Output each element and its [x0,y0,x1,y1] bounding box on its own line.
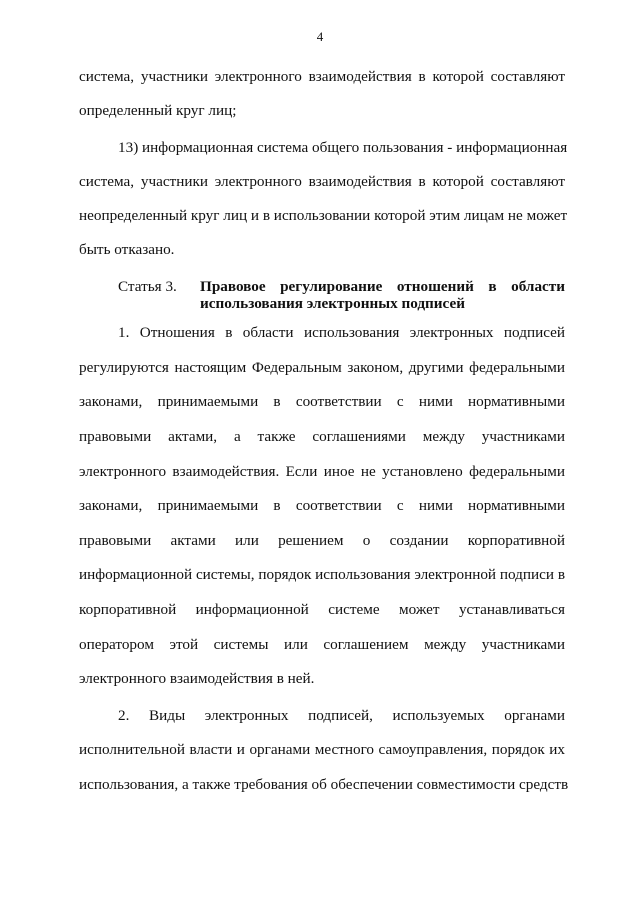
paragraph-1-line: информационной системы, порядок использования электронной подписи в [79,566,565,583]
paragraph-2-line: исполнительной власти и органами местного самоуправления, порядок их [79,741,565,758]
paragraph-2-line: 2. Виды электронных подписей, используемых органами [118,707,565,724]
item-13-line: 13) информационная система общего пользования - информационная [118,139,568,156]
item-13-line: быть отказано. [79,241,175,258]
item-13-line: система, участники электронного взаимодействия в которой составляют [79,173,565,190]
paragraph-1-line: корпоративной информационной системе может устанавливаться [79,601,565,618]
paragraph-1-line: электронного взаимодействия. Если иное не установлено федеральными [79,463,565,480]
paragraph-1-line: регулируются настоящим Федеральным законом, другими федеральными [79,359,565,376]
item-13-line: неопределенный круг лиц и в использовании которой этим лицам не может [79,207,568,224]
article-label: Статья 3. [118,278,177,295]
continuation-line: определенный круг лиц; [79,102,237,119]
paragraph-1-line: электронного взаимодействия в ней. [79,670,315,687]
article-title-line: Правовое регулирование отношений в области [200,278,565,295]
paragraph-1-line: законами, принимаемыми в соответствии с ними нормативными [79,393,565,410]
paragraph-2-line: использования, а также требования об обеспечении совместимости средств [79,776,569,793]
paragraph-1-line: 1. Отношения в области использования электронных подписей [118,324,565,341]
paragraph-1-line: законами, принимаемыми в соответствии с ними нормативными [79,497,565,514]
page-number: 4 [316,29,324,44]
article-title-line: использования электронных подписей [200,295,465,312]
paragraph-1-line: оператором этой системы или соглашением между участниками [79,636,565,653]
continuation-line: система, участники электронного взаимодействия в которой составляют [79,68,565,85]
paragraph-1-line: правовыми актами или решением о создании корпоративной [79,532,565,549]
paragraph-1-line: правовыми актами, а также соглашениями между участниками [79,428,565,445]
